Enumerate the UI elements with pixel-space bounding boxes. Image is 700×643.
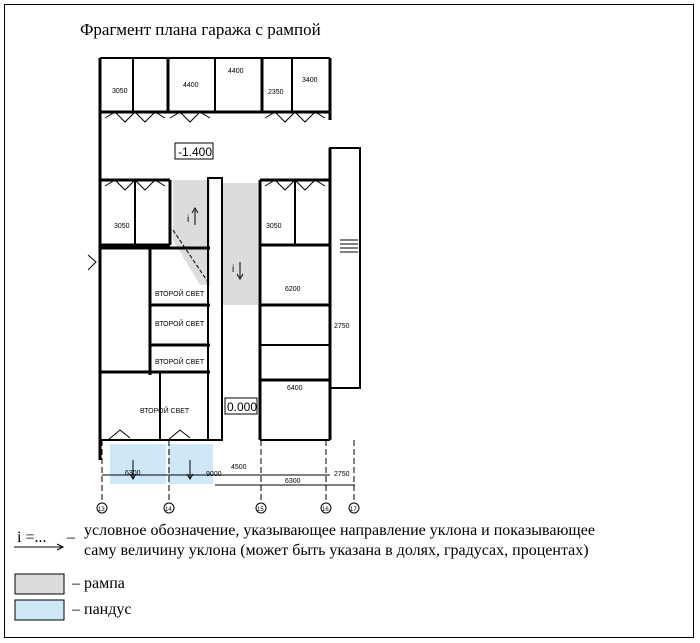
level-upper-label: -1.400 <box>178 145 213 159</box>
dimension-label: 3050 <box>112 88 128 95</box>
slope-symbol: i =... <box>17 529 47 546</box>
drawing-title: Фрагмент плана гаража с рампой <box>80 20 321 39</box>
dimension-label: 4400 <box>183 82 199 89</box>
room-label-1: ВТОРОЙ СВЕТ <box>155 291 205 298</box>
dimension-label: 4500 <box>231 464 247 471</box>
axis-label-13: 13 <box>98 507 105 513</box>
room-label-4: ВТОРОЙ СВЕТ <box>140 408 190 415</box>
slope-dash: – <box>67 529 75 546</box>
legend-pandus-label: – пандус <box>72 601 132 618</box>
legend-ramp-swatch <box>15 574 64 594</box>
dimension-label: 3050 <box>266 223 282 230</box>
axis-label-17: 17 <box>350 507 357 513</box>
slope-mark-right: i <box>232 264 235 275</box>
axis-label-16: 16 <box>322 507 329 513</box>
slope-description-line2: саму величину уклона (может быть указана в долях, градусах, процентах) <box>84 542 589 559</box>
dimension-label: 2350 <box>268 89 284 96</box>
dimension-label: 9000 <box>206 471 222 478</box>
dimension-label: 2750 <box>334 323 350 330</box>
ramp-area-left <box>173 180 210 240</box>
dimension-label: 6300 <box>125 470 141 477</box>
level-lower-label: 0.000 <box>227 400 258 414</box>
axis-label-14: 14 <box>165 507 172 513</box>
legend-pandus-swatch <box>15 600 64 620</box>
dimension-label: 3050 <box>114 223 130 230</box>
ramp-area-right <box>222 183 258 305</box>
dimension-label: 6200 <box>285 286 301 293</box>
dimension-label: 4400 <box>228 68 244 75</box>
slope-description-line1: условное обозначение, указывающее направление уклона и показывающее <box>84 522 595 539</box>
room-label-3: ВТОРОЙ СВЕТ <box>155 359 205 366</box>
dimension-label: 3400 <box>302 77 318 84</box>
slope-mark-left: i <box>187 214 190 225</box>
pandus-area-left <box>110 444 166 484</box>
room-label-2: ВТОРОЙ СВЕТ <box>155 321 205 328</box>
axis-label-15: 15 <box>257 507 264 513</box>
dimension-label: 2750 <box>334 471 350 478</box>
dimension-label: 6400 <box>287 385 303 392</box>
dimension-label: 6300 <box>285 478 301 485</box>
legend-ramp-label: – рампа <box>72 575 125 592</box>
